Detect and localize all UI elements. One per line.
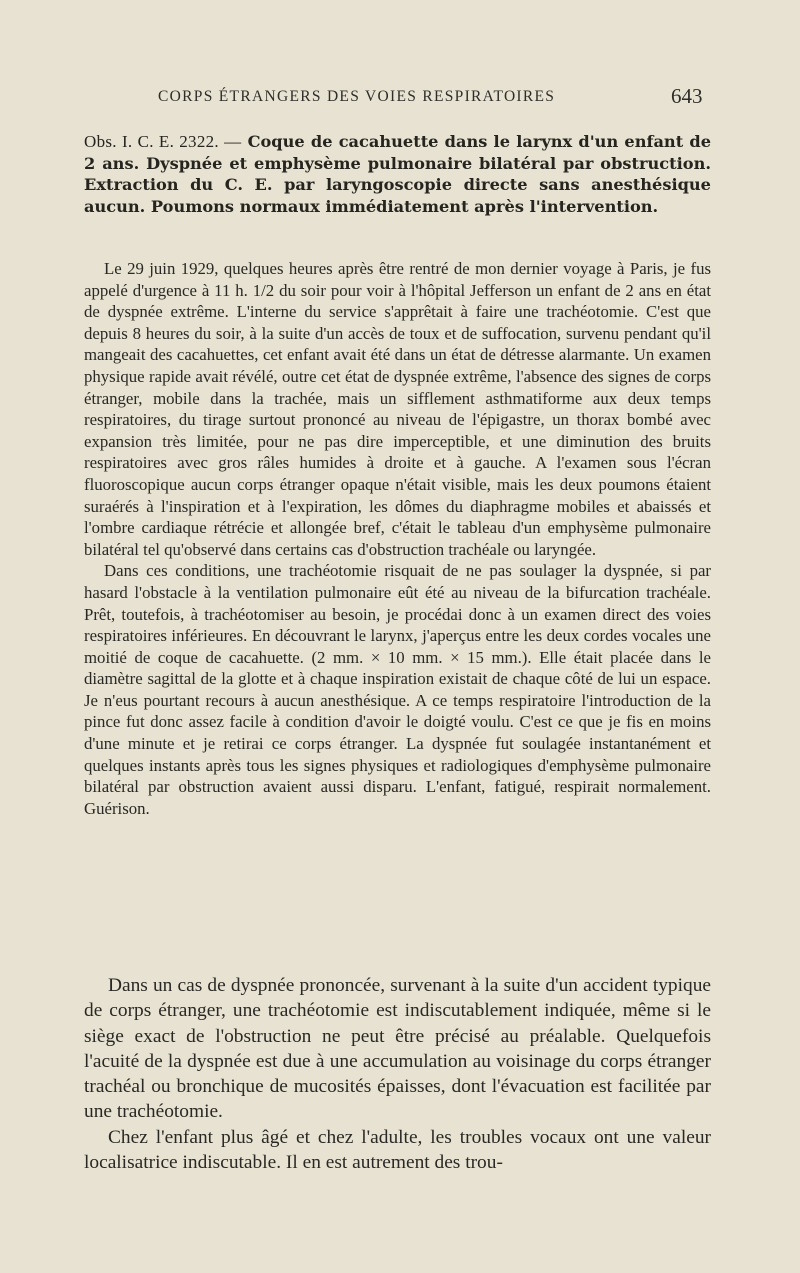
discussion-paragraph-1: Dans un cas de dyspnée prononcée, survenant à la suite d'un accident typique de corps étranger, une trachéotomie est indiscutablement indiquée, même si le siège exact de l'obstruction ne peut être précisé au préalable. Quelquefois l'acuité de la dyspnée est due à une accumulation au voisinage du corps étranger trachéal ou bronchique de mucosités épaisses, dont l'évacuation est facilitée par une trachéotomie. <box>84 975 711 1123</box>
case-report <box>84 258 711 819</box>
discussion-paragraph-2: Chez l'enfant plus âgé et chez l'adulte, les troubles vocaux ont une valeur localisatrice indiscutable. Il en est autrement des trou- <box>84 1126 711 1174</box>
observation-label: Obs. I. C. E. 2322. — <box>84 132 242 151</box>
running-title: CORPS ÉTRANGERS DES VOIES RESPIRATOIRES <box>158 88 556 105</box>
case-report-paragraph-2: Dans ces conditions, une trachéotomie risquait de ne pas soulager la dyspnée, si par hasard l'obstacle à la ventilation pulmonaire eût été au niveau de la bifurcation trachéale. Prêt, toutefois, à trachéotomiser au besoin, je procédai donc à un examen direct des voies respiratoires inférieures. En découvrant le larynx, j'aperçus entre les deux cordes vocales une moitié de coque de cacahuette. (2 mm. × 10 mm. × 15 mm.). Elle était placée dans le diamètre sagittal de la glotte et à chaque inspiration existait de chaque côté de lui un espace. Je n'eus pourtant recours à aucun anesthésique. A ce temps respiratoire l'introduction de la pince fut donc assez facile à condition d'avoir le doigté voulu. C'est ce que je fis en moins d'une minute et je retirai ce corps étranger. La dyspnée fut soulagée instantanément et quelques instants après tous les signes physiques et radiologiques d'emphysème pulmonaire bilatéral par obstruction avaient aussi disparu. L'enfant, fatigué, respirait normalement. Guérison. <box>84 561 711 818</box>
page-header <box>0 84 800 114</box>
observation-title: Coque de cacahuette dans le larynx d'un enfant de 2 ans. Dyspnée et emphysème pulmonaire bilatéral par obstruction. Extraction du C. E. par laryngoscopie directe sans anesthésique aucun. Poumons normaux immédiatement après l'intervention. <box>84 132 711 216</box>
page-number: 643 <box>671 84 703 108</box>
observation-heading <box>84 131 711 217</box>
case-report-paragraph-1: Le 29 juin 1929, quelques heures après être rentré de mon dernier voyage à Paris, je fus appelé d'urgence à 11 h. 1/2 du soir pour voir à l'hôpital Jefferson un enfant de 2 ans en état de dyspnée extrême. L'interne du service s'apprêtait à faire une trachéotomie. C'est que depuis 8 heures du soir, à la suite d'un accès de toux et de suffocation, survenu pendant qu'il mangeait des cacahuettes, cet enfant avait été dans un état de détresse alarmante. Un examen physique rapide avait révélé, outre cet état de dyspnée extrême, l'absence des signes de corps étranger, mobile dans la trachée, mais un sifflement asthmatiforme aux deux temps respiratoires, du tirage surtout prononcé au niveau de l'épigastre, un thorax bombé avec expansion très limitée, pour ne pas dire imperceptible, et une diminution des bruits respiratoires avec gros râles humides à droite et à gauche. A l'examen sous l'écran fluoroscopique aucun corps étranger opaque n'était visible, mais les deux poumons étaient suraérés à l'inspiration et à l'expiration, les dômes du diaphragme mobiles et abaissés et l'ombre cardiaque rétrécie et allongée bref, c'était le tableau d'un emphysème pulmonaire bilatéral tel qu'observé dans certains cas d'obstruction trachéale ou laryngée. <box>84 259 711 559</box>
discussion <box>84 973 711 1175</box>
